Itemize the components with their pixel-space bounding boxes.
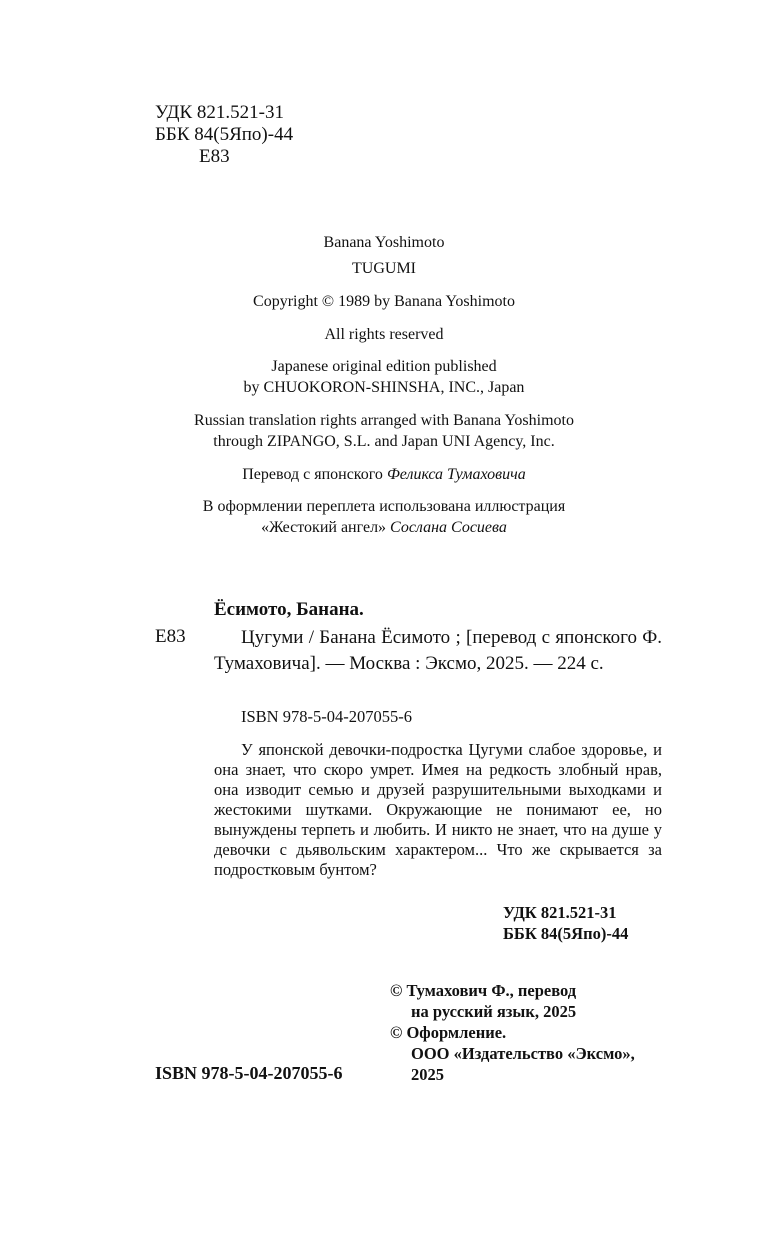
udk-block-top	[155, 102, 293, 168]
udk-block-bottom: УДК 821.521-31 ББК 84(5Япо)-44	[503, 903, 629, 943]
bbk-code: ББК 84(5Япо)-44	[155, 124, 294, 145]
author-sign: Е83	[199, 146, 230, 167]
bibliographic-author: Ёсимото, Банана.	[214, 599, 364, 620]
translation-copyright: © Тумахович Ф., перевод	[390, 981, 577, 1000]
original-title: TUGUMI	[352, 260, 416, 277]
udk-code: УДК 821.521-31	[155, 102, 284, 123]
rights-line: All rights reserved	[324, 326, 444, 343]
translator-name: Феликса Тумаховича	[386, 466, 526, 483]
bibliographic-code: Е83	[155, 626, 186, 647]
bibliographic-description: Цугуми / Банана Ёсимото ; [перевод с японского Ф. Тумаховича]. — Москва : Эксмо, 2025. — 224 с.	[214, 627, 662, 674]
copyright-line: Copyright © 1989 by Banana Yoshimoto	[253, 293, 515, 310]
isbn-bottom: ISBN 978-5-04-207055-6	[155, 1063, 343, 1083]
translator-credit: Перевод с японского Феликса Тумаховича	[242, 466, 526, 483]
cover-artist: Сослана Сосиева	[390, 519, 507, 536]
publication-info: Japanese original edition published by CHUOKORON-SHINSHA, INC., Japan	[243, 358, 525, 396]
annotation: У японской девочки-подростка Цугуми слабое здоровье, и она знает, что скоро умрет. Имея на редкость злобный нрав, она изводит семью и друзей разрушительными выходками и жестокими шутками. Окружающие не понимают ее, но вынуждены терпеть и любить. И никто не знает, что на душе у девочки с дьявольским характером... Что же скрывается за подростковым бунтом?	[214, 740, 662, 879]
copyright-notices: © Тумахович Ф., перевод на русский язык, 2025 © Оформление. ООО «Издательство «Эксмо», 2025	[390, 981, 635, 1084]
cover-credit: В оформлении переплета использована иллюстрация «Жестокий ангел» Сослана Сосиева	[202, 498, 566, 536]
original-author: Banana Yoshimoto	[323, 234, 445, 251]
design-copyright: © Оформление.	[390, 1023, 507, 1042]
translation-rights-info: Russian translation rights arranged with Banana Yoshimoto through ZIPANGO, S.L. and Japan UNI Agency, Inc.	[194, 412, 574, 450]
isbn-bibliographic: ISBN 978-5-04-207055-6	[241, 707, 412, 726]
